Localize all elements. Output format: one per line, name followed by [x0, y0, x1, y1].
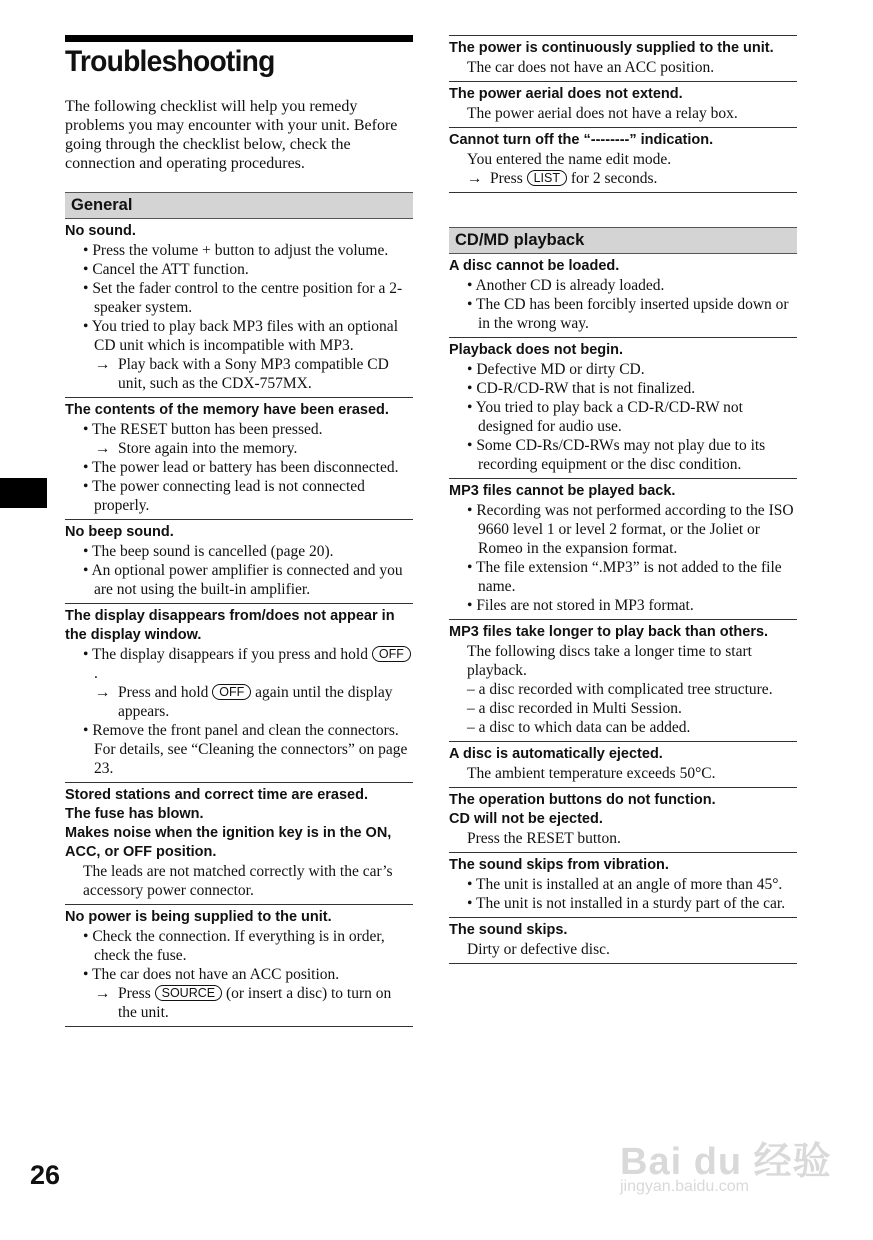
section-header-general: General	[65, 192, 413, 219]
entry-question: The operation buttons do not function.	[449, 792, 716, 808]
entry-question: CD will not be ejected.	[449, 811, 603, 827]
bullet-item: • You tried to play back a CD-R/CD-RW not designed for audio use.	[467, 399, 743, 435]
entry-disc-ejected	[449, 742, 797, 788]
off-button-symbol: OFF	[212, 684, 251, 700]
entry-question: Makes noise when the ignition key is in the ON, ACC, or OFF position.	[65, 825, 392, 860]
entry-display-disappears	[65, 604, 413, 783]
bullet-item: • CD-R/CD-RW that is not finalized.	[467, 380, 696, 397]
entry-stored-stations	[65, 783, 413, 905]
entry-no-beep	[65, 520, 413, 604]
bullet-item: • The power connecting lead is not connected properly.	[83, 478, 365, 514]
entry-question: Cannot turn off the “--------” indication.	[449, 132, 714, 148]
entry-question: The power is continuously supplied to the unit.	[449, 40, 774, 56]
arrow-item: → Press LIST for 2 seconds.	[467, 170, 658, 187]
bullet-item: • The unit is installed at an angle of more than 45°.	[467, 876, 783, 893]
bullet-item: • The display disappears if you press and hold OFF.	[65, 645, 413, 683]
bullet-item: • Recording was not performed according to the ISO 9660 level 1 or level 2 format, or the Joliet or Romeo in the expansion format.	[467, 502, 794, 557]
entry-mp3-cannot-play	[449, 479, 797, 620]
entry-no-sound	[65, 219, 413, 398]
bullet-item: • The CD has been forcibly inserted upside down or in the wrong way.	[467, 296, 789, 332]
bullet-item: • Files are not stored in MP3 format.	[467, 597, 694, 614]
entry-answer: Dirty or defective disc.	[467, 941, 610, 958]
dash-item: – a disc recorded in Multi Session.	[467, 700, 682, 717]
bullet-item: • Cancel the ATT function.	[83, 261, 249, 278]
entry-question: MP3 files cannot be played back.	[449, 483, 676, 499]
entry-question: The power aerial does not extend.	[449, 86, 683, 102]
general-continued	[449, 35, 797, 193]
entry-answer: The following discs take a longer time to start playback.	[467, 643, 752, 679]
arrow-icon: →	[95, 985, 111, 1002]
arrow-icon: →	[95, 356, 111, 373]
bullet-item: • The car does not have an ACC position.	[83, 966, 340, 983]
dash-item: – a disc recorded with complicated tree structure.	[467, 681, 773, 698]
entry-question: The fuse has blown.	[65, 806, 204, 822]
entry-answer: You entered the name edit mode.	[467, 151, 672, 168]
list-button-symbol: LIST	[527, 170, 567, 186]
bullet-item: • The unit is not installed in a sturdy part of the car.	[467, 895, 786, 912]
general-section	[65, 192, 413, 1027]
entry-answer: The ambient temperature exceeds 50°C.	[467, 765, 716, 782]
entry-cannot-turn-off	[449, 128, 797, 193]
bullet-item: • Remove the front panel and clean the connectors. For details, see “Cleaning the connectors” on page 23.	[83, 722, 408, 777]
entry-question: The display disappears from/does not appear in the display window.	[65, 608, 395, 643]
bullet-item: • The beep sound is cancelled (page 20).	[83, 543, 334, 560]
page-title: Troubleshooting	[65, 45, 275, 78]
bullet-item: • The power lead or battery has been disconnected.	[83, 459, 399, 476]
title-rule	[65, 35, 413, 42]
entry-memory-erased	[65, 398, 413, 520]
bullet-item: • An optional power amplifier is connected and you are not using the built-in amplifier.	[83, 562, 403, 598]
entry-answer: The car does not have an ACC position.	[467, 59, 715, 76]
intro-paragraph: The following checklist will help you remedy problems you may encounter with your unit. Before going through the checklist below, check the connection and operating procedures.	[65, 98, 398, 172]
off-button-symbol: OFF	[372, 646, 411, 662]
arrow-item: → Press SOURCE (or insert a disc) to turn on the unit.	[95, 985, 392, 1021]
source-button-symbol: SOURCE	[155, 985, 222, 1001]
entry-question: A disc cannot be loaded.	[449, 258, 620, 274]
section-thumb-tab	[0, 478, 47, 508]
arrow-item: → Store again into the memory.	[95, 440, 298, 457]
entry-question: The contents of the memory have been erased.	[65, 402, 389, 418]
entry-question: The sound skips from vibration.	[449, 857, 669, 873]
bullet-item: • Check the connection. If everything is in order, check the fuse.	[83, 928, 385, 964]
entry-answer: The power aerial does not have a relay box.	[467, 105, 738, 122]
arrow-icon: →	[95, 684, 111, 701]
entry-question: Stored stations and correct time are erased.	[65, 787, 368, 803]
entry-sound-skips-vibration	[449, 853, 797, 918]
bullet-item: • You tried to play back MP3 files with an optional CD unit which is incompatible with MP3.	[83, 318, 398, 354]
bullet-item: • Defective MD or dirty CD.	[467, 361, 645, 378]
entry-question: No power is being supplied to the unit.	[65, 909, 332, 925]
entry-power-continuous	[449, 35, 797, 82]
bullet-item: • Press the volume + button to adjust the volume.	[83, 242, 389, 259]
bullet-item: • The file extension “.MP3” is not added to the file name.	[467, 559, 782, 595]
entry-power-aerial	[449, 82, 797, 128]
entry-no-power	[65, 905, 413, 1027]
arrow-icon: →	[467, 170, 483, 187]
bullet-item: • Some CD-Rs/CD-RWs may not play due to its recording equipment or the disc condition.	[467, 437, 766, 473]
arrow-item: → Play back with a Sony MP3 compatible CD unit, such as the CDX-757MX.	[95, 356, 389, 392]
bullet-item: • The RESET button has been pressed.	[83, 421, 323, 438]
arrow-icon: →	[95, 440, 111, 457]
watermark-logo: Bai du 经验	[620, 1141, 832, 1183]
entry-playback-not-begin	[449, 338, 797, 479]
section-header-cdmd: CD/MD playback	[449, 227, 797, 254]
entry-question: The sound skips.	[449, 922, 568, 938]
entry-question: No beep sound.	[65, 524, 174, 540]
entry-question: Playback does not begin.	[449, 342, 624, 358]
entry-mp3-longer	[449, 620, 797, 742]
bullet-item: • Set the fader control to the centre position for a 2-speaker system.	[83, 280, 403, 316]
entry-sound-skips	[449, 918, 797, 964]
page-number: 26	[30, 1160, 61, 1190]
entry-answer: The leads are not matched correctly with the car’s accessory power connector.	[83, 863, 393, 899]
dash-item: – a disc to which data can be added.	[467, 719, 691, 736]
arrow-item: → Press and hold OFF again until the display appears.	[95, 684, 393, 720]
entry-operation-buttons	[449, 788, 797, 853]
entry-question: No sound.	[65, 223, 136, 239]
entry-answer: Press the RESET button.	[467, 830, 621, 847]
watermark	[620, 1108, 840, 1208]
watermark-url: jingyan.baidu.com	[620, 1178, 749, 1195]
entry-question: A disc is automatically ejected.	[449, 746, 663, 762]
cdmd-section	[449, 227, 797, 964]
bullet-item: • Another CD is already loaded.	[467, 277, 665, 294]
entry-question: MP3 files take longer to play back than others.	[449, 624, 769, 640]
entry-disc-not-loaded	[449, 254, 797, 338]
